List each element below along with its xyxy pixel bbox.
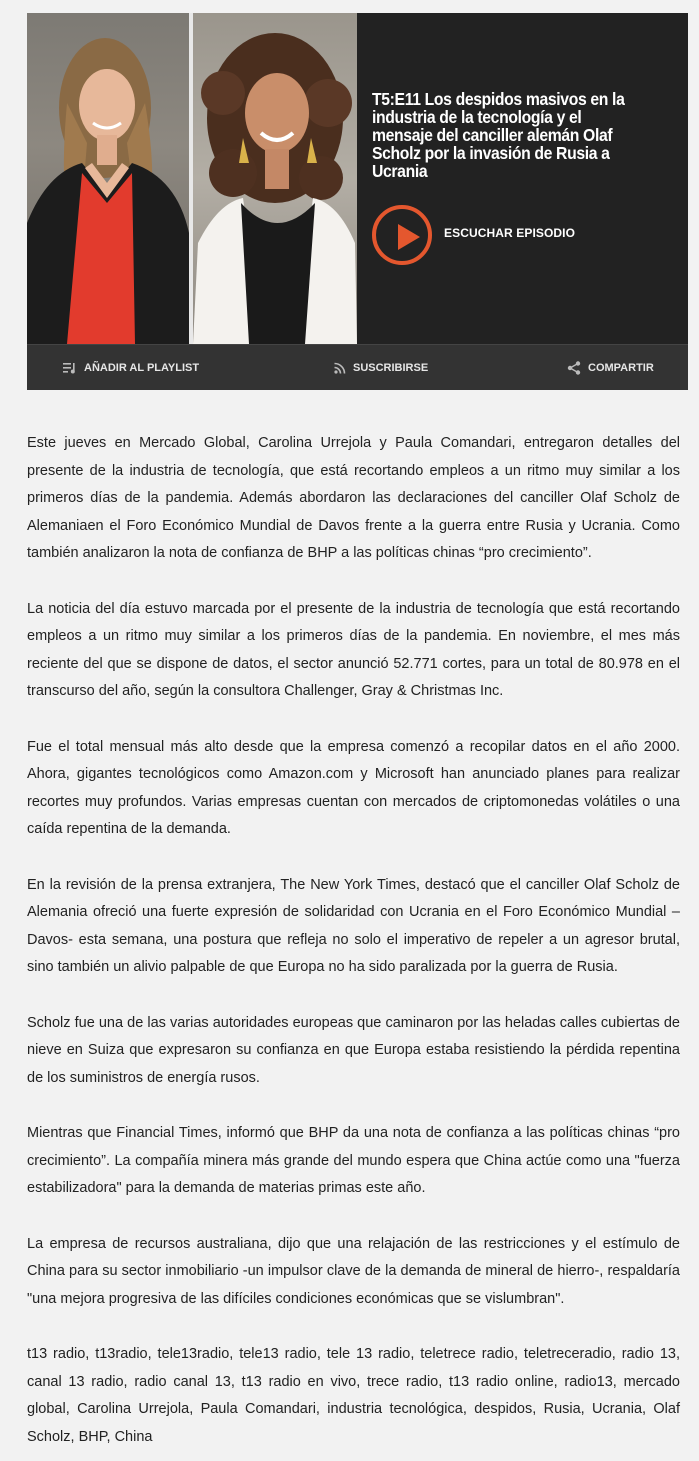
player-toolbar [27, 344, 688, 390]
rss-icon [334, 362, 346, 374]
paragraph: Fue el total mensual más alto desde que la empresa comenzó a recopilar datos en el año 2000. Ahora, gigantes tecnológicos como Amazon.com y Microsoft han anunciado planes para realizar recortes muy profundos. Varias empresas cuentan con mercados de criptomonedas volátiles o una caída repentina de la demanda. [27, 738, 680, 837]
episode-title: T5:E11 Los despidos masivos en la industria de la tecnología y el mensaje del canciller alemán Olaf Scholz por la invasión de Rusia a Ucrania [372, 89, 625, 181]
paragraph: Este jueves en Mercado Global, Carolina Urrejola y Paula Comandari, entregaron detalles del presente de la industria de tecnología, que está recortando empleos a un ritmo muy similar a los primeros días de la pandemia. Además abordaron las declaraciones del canciller Olaf Scholz de Alemaniaen el Foro Económico Mundial de Davos frente a la guerra entre Rusia y Ucrania. Como también analizaron la nota de confianza de BHP a las políticas chinas “pro crecimiento”. [27, 435, 680, 561]
share-label: COMPARTIR [588, 362, 654, 374]
playlist-label: AÑADIR AL PLAYLIST [84, 362, 200, 374]
episode-description [27, 430, 680, 1451]
playlist-icon [63, 362, 77, 374]
subscribe-label: SUSCRIBIRSE [353, 362, 429, 374]
paragraph: Scholz fue una de las varias autoridades europeas que caminaron por las heladas calles cubiertas de nieve en Suiza que expresaron su confianza en que Europa estaba resistiendo la pérdida repentina de los suministros de energía rusos. [27, 1014, 680, 1086]
episode-info [357, 13, 688, 344]
listen-episode-link[interactable]: ESCUCHAR EPISODIO [444, 226, 576, 240]
add-to-playlist-button[interactable] [63, 345, 199, 391]
subscribe-button[interactable] [334, 345, 428, 391]
paragraph: Mientras que Financial Times, informó que BHP da una nota de confianza a las políticas chinas “pro crecimiento”. La compañía minera más grande del mundo espera que China actúe como una "fuerza estabilizadora" para la demanda de materias primas este año. [27, 1125, 680, 1196]
paragraph: En la revisión de la prensa extranjera, The New York Times, destacó que el canciller Olaf Scholz de Alemania ofreció una fuerte expresión de solidaridad con Ucrania en el Foro Económico Mundial –Davos- esta semana, una postura que refleja no solo el imperativo de repeler a un agresor brutal, sino también un alivio palpable de que Europa no ha sido paralizada por la guerra de Rusia. [27, 876, 680, 975]
podcast-player [27, 13, 688, 390]
share-button[interactable] [567, 345, 654, 391]
paragraph: La empresa de recursos australiana, dijo que una relajación de las restricciones y el estímulo de China para su sector inmobiliario -un impulsor clave de la demanda de mineral de hierro-, respaldaría "una mejora progresiva de las difíciles condiciones económicas que se vislumbran". [27, 1235, 680, 1307]
paragraph: La noticia del día estuvo marcada por el presente de la industria de tecnología que está recortando empleos a un ritmo muy similar a los primeros días de la pandemia. En noviembre, el mes más reciente del que se dispone de datos, el sector anunció 52.771 cortes, para un total de 80.978 en el transcurso del año, según la consultora Challenger, Gray & Christmas Inc. [27, 600, 680, 699]
share-icon [567, 361, 581, 375]
play-button[interactable] [372, 205, 432, 265]
host-photo-1 [27, 13, 189, 344]
tags-list: t13 radio, t13radio, tele13radio, tele13 radio, tele 13 radio, teletrece radio, teletreceradio, radio 13, canal 13 radio, radio canal 13, t13 radio en vivo, trece radio, t13 radio online, radio13, mercado global, Carolina Urrejola, Paula Comandari, industria tecnológica, despidos, Rusia, Ucrania, Olaf Scholz, BHP, China [27, 1346, 680, 1445]
host-photo-2 [193, 13, 357, 344]
